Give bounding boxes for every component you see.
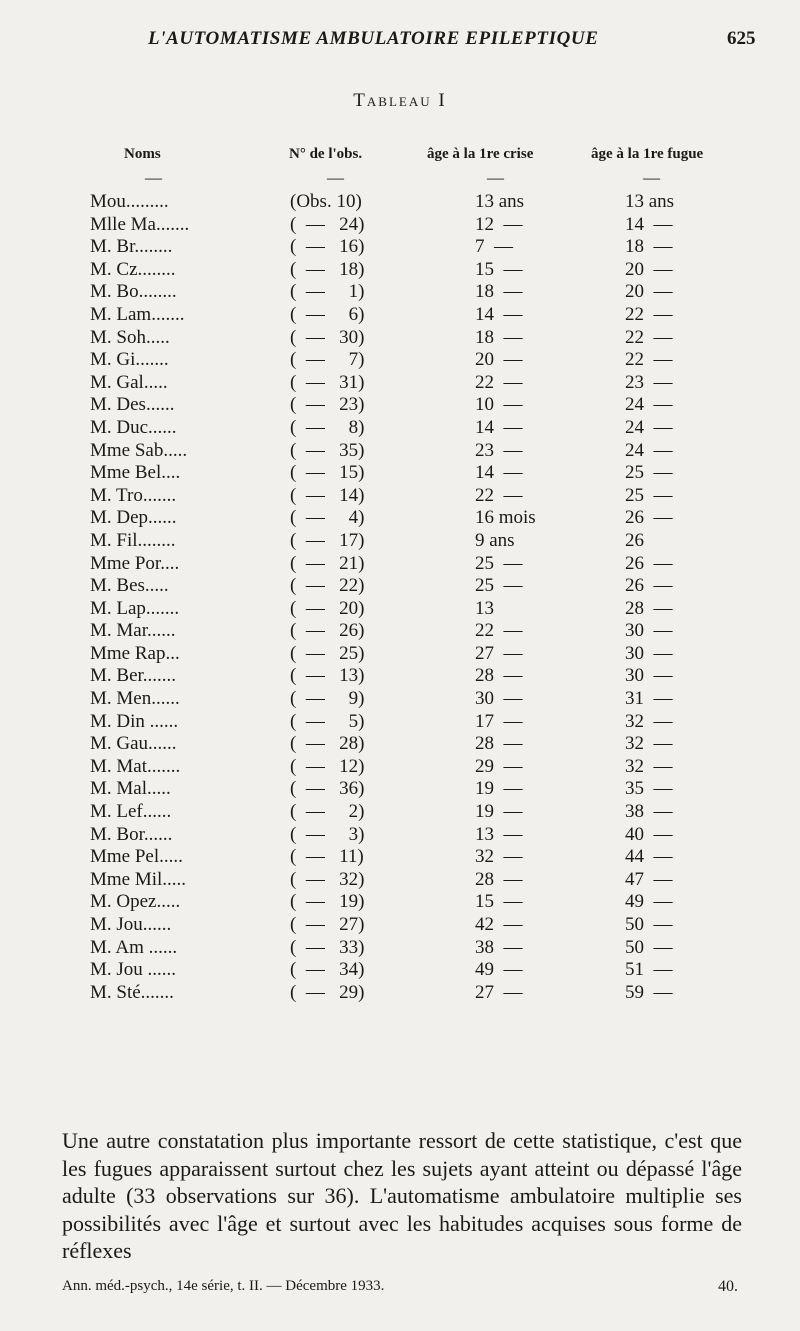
row-observation-number: ( — 2) [290, 801, 365, 823]
row-age-first-fugue: 30 — [625, 620, 673, 642]
table-row [0, 598, 800, 621]
row-observation-number: ( — 9) [290, 688, 365, 710]
row-age-first-fugue: 14 — [625, 213, 673, 235]
row-age-first-crisis: 18 — [475, 326, 523, 348]
row-name: M. Lam....... [90, 303, 185, 325]
row-age-first-crisis: 22 — [475, 620, 523, 642]
row-name: Mlle Ma....... [90, 213, 190, 235]
row-age-first-fugue: 26 — [625, 507, 673, 529]
row-age-first-fugue: 23 — [625, 371, 673, 393]
page-footer [0, 1278, 800, 1302]
row-age-first-crisis: 42 — [475, 914, 523, 935]
row-observation-number: ( — 6) [290, 303, 365, 325]
row-age-first-crisis: 10 — [475, 394, 523, 416]
running-title: L'AUTOMATISME AMBULATOIRE EPILEPTIQUE [148, 28, 599, 49]
row-age-first-crisis: 9 ans [475, 529, 515, 551]
row-age-first-crisis: 16 mois [475, 507, 536, 529]
table-column-headers [0, 146, 800, 170]
row-age-first-fugue: 32 — [625, 733, 673, 755]
header-rule: — [327, 168, 344, 187]
row-observation-number: ( — 34) [290, 959, 365, 981]
row-age-first-fugue: 26 [625, 529, 644, 551]
row-observation-number: ( — 3) [290, 823, 365, 845]
row-observation-number: ( — 29) [290, 981, 365, 1003]
row-name: Mme Bel.... [90, 462, 181, 484]
row-observation-number: ( — 18) [290, 258, 365, 280]
column-header-obs: N° de l'obs. [289, 146, 363, 162]
row-age-first-fugue: 25 — [625, 462, 673, 484]
row-observation-number: ( — 17) [290, 529, 365, 551]
column-header-age-first-fugue: âge à la 1re fugue [591, 146, 704, 162]
row-age-first-fugue: 22 — [625, 303, 673, 325]
row-observation-number: ( — 20) [290, 597, 365, 619]
row-name: M. Fil........ [90, 529, 176, 551]
row-age-first-crisis: 13 — [475, 823, 523, 845]
row-name: M. Mat....... [90, 755, 181, 777]
row-age-first-fugue: 32 — [625, 710, 673, 732]
column-header-name: Noms [124, 146, 161, 162]
row-name: M. Soh..... [90, 326, 170, 348]
table-row [0, 914, 800, 937]
row-name: M. Bor...... [90, 823, 173, 845]
row-age-first-crisis: 25 — [475, 575, 523, 597]
table-row [0, 846, 800, 869]
row-age-first-fugue: 59 — [625, 981, 673, 1003]
row-name: M. Dep...... [90, 507, 177, 529]
row-name: M. Jou...... [90, 914, 172, 935]
table-row [0, 959, 800, 982]
row-name: M. Men...... [90, 688, 180, 710]
row-age-first-crisis: 28 — [475, 868, 523, 890]
row-observation-number: ( — 24) [290, 213, 365, 235]
row-name: M. Duc...... [90, 416, 177, 438]
column-header-rules [0, 168, 800, 187]
row-age-first-crisis: 28 — [475, 665, 523, 687]
row-age-first-crisis: 14 — [475, 462, 523, 484]
table-row [0, 327, 800, 350]
header-rule: — [145, 168, 162, 187]
table-row [0, 869, 800, 892]
row-observation-number: ( — 16) [290, 236, 365, 258]
row-age-first-fugue: 26 — [625, 552, 673, 574]
row-age-first-fugue: 31 — [625, 688, 673, 710]
row-age-first-crisis: 32 — [475, 846, 523, 868]
row-observation-number: ( — 22) [290, 575, 365, 597]
table-row [0, 349, 800, 372]
table-row [0, 733, 800, 756]
row-age-first-crisis: 19 — [475, 778, 523, 800]
row-name: M. Opez..... [90, 891, 181, 913]
table-row [0, 236, 800, 259]
row-age-first-fugue: 32 — [625, 755, 673, 777]
table-row [0, 507, 800, 530]
row-age-first-crisis: 23 — [475, 439, 523, 461]
row-name: Mou......... [90, 191, 169, 212]
table-row [0, 214, 800, 237]
row-age-first-fugue: 24 — [625, 394, 673, 416]
table-row [0, 530, 800, 553]
row-age-first-fugue: 20 — [625, 281, 673, 303]
row-observation-number: ( — 31) [290, 371, 365, 393]
row-observation-number: ( — 14) [290, 484, 365, 506]
table-row [0, 824, 800, 847]
row-age-first-crisis: 13 [475, 597, 494, 619]
row-observation-number: ( — 27) [290, 914, 365, 935]
row-age-first-fugue: 51 — [625, 959, 673, 981]
running-header [0, 28, 800, 58]
table-row [0, 891, 800, 914]
body-paragraph: Une autre constatation plus importante ressort de cette statistique, c'est que les fugues apparaissent surtout chez les sujets ayant atteint ou dépassé l'âge adulte (33 observations sur 36). L'automatisme ambulatoire multiplie ses possibilités avec l'âge et surtout avec les habitudes acquises sous forme de réflexes [62, 1128, 742, 1263]
footer-citation: Ann. méd.-psych., 14e série, t. II. — Décembre 1933. [62, 1278, 385, 1294]
row-age-first-fugue: 26 — [625, 575, 673, 597]
row-observation-number: ( — 4) [290, 507, 365, 529]
row-age-first-fugue: 47 — [625, 868, 673, 890]
row-age-first-fugue: 30 — [625, 642, 673, 664]
row-age-first-fugue: 44 — [625, 846, 673, 868]
row-observation-number: ( — 13) [290, 665, 365, 687]
row-observation-number: ( — 33) [290, 936, 365, 958]
table-row [0, 191, 800, 214]
row-age-first-crisis: 22 — [475, 371, 523, 393]
row-name: M. Bes..... [90, 575, 169, 597]
row-observation-number: ( — 21) [290, 552, 365, 574]
table-row [0, 417, 800, 440]
row-age-first-fugue: 28 — [625, 597, 673, 619]
row-observation-number: ( — 8) [290, 416, 365, 438]
row-age-first-fugue: 38 — [625, 801, 673, 823]
table-row [0, 394, 800, 417]
table-row [0, 553, 800, 576]
row-observation-number: ( — 12) [290, 755, 365, 777]
row-age-first-crisis: 13 ans [475, 191, 525, 212]
table-row [0, 440, 800, 463]
row-age-first-crisis: 25 — [475, 552, 523, 574]
row-name: M. Mal..... [90, 778, 171, 800]
row-age-first-crisis: 7 — [475, 236, 513, 258]
row-name: M. Gi....... [90, 349, 169, 371]
row-name: M. Cz........ [90, 258, 176, 280]
row-observation-number: ( — 1) [290, 281, 365, 303]
row-age-first-crisis: 12 — [475, 213, 523, 235]
row-age-first-crisis: 30 — [475, 688, 523, 710]
table-row [0, 778, 800, 801]
row-name: M. Bo........ [90, 281, 177, 303]
header-rule: — [487, 168, 504, 187]
observation-table [0, 191, 800, 1004]
row-age-first-crisis: 18 — [475, 281, 523, 303]
row-age-first-crisis: 22 — [475, 484, 523, 506]
row-age-first-fugue: 24 — [625, 416, 673, 438]
row-age-first-crisis: 14 — [475, 303, 523, 325]
footer-number: 40. [718, 1278, 738, 1295]
row-observation-number: ( — 26) [290, 620, 365, 642]
table-row [0, 982, 800, 1005]
row-observation-number: ( — 30) [290, 326, 365, 348]
table-row [0, 620, 800, 643]
row-age-first-crisis: 20 — [475, 349, 523, 371]
row-age-first-fugue: 40 — [625, 823, 673, 845]
row-name: M. Br........ [90, 236, 173, 258]
table-row [0, 756, 800, 779]
row-name: M. Lef...... [90, 801, 172, 823]
row-observation-number: (Obs. 10) [290, 191, 362, 212]
row-name: Mme Por.... [90, 552, 180, 574]
row-observation-number: ( — 5) [290, 710, 365, 732]
row-age-first-fugue: 22 — [625, 326, 673, 348]
row-name: Mme Pel..... [90, 846, 183, 868]
row-age-first-fugue: 35 — [625, 778, 673, 800]
row-name: M. Din ...... [90, 710, 179, 732]
row-name: Mme Sab..... [90, 439, 188, 461]
row-age-first-fugue: 24 — [625, 439, 673, 461]
row-age-first-fugue: 20 — [625, 258, 673, 280]
row-name: M. Mar...... [90, 620, 176, 642]
table-row [0, 281, 800, 304]
row-name: M. Sté....... [90, 981, 174, 1003]
row-observation-number: ( — 32) [290, 868, 365, 890]
row-age-first-fugue: 50 — [625, 914, 673, 935]
row-observation-number: ( — 25) [290, 642, 365, 664]
table-row [0, 937, 800, 960]
row-name: M. Des...... [90, 394, 175, 416]
column-header-age-first-crisis: âge à la 1re crise [427, 146, 534, 162]
row-age-first-crisis: 14 — [475, 416, 523, 438]
row-age-first-fugue: 25 — [625, 484, 673, 506]
row-age-first-fugue: 13 ans [625, 191, 675, 212]
row-name: M. Am ...... [90, 936, 178, 958]
row-age-first-fugue: 30 — [625, 665, 673, 687]
row-observation-number: ( — 36) [290, 778, 365, 800]
row-observation-number: ( — 23) [290, 394, 365, 416]
row-age-first-crisis: 28 — [475, 733, 523, 755]
table-row [0, 485, 800, 508]
row-age-first-fugue: 49 — [625, 891, 673, 913]
table-row [0, 801, 800, 824]
table-row [0, 259, 800, 282]
row-name: Mme Rap... [90, 642, 180, 664]
header-rule: — [643, 168, 660, 187]
row-age-first-fugue: 18 — [625, 236, 673, 258]
row-observation-number: ( — 19) [290, 891, 365, 913]
row-age-first-crisis: 15 — [475, 258, 523, 280]
table-row [0, 304, 800, 327]
row-age-first-crisis: 27 — [475, 981, 523, 1003]
row-name: M. Gau...... [90, 733, 177, 755]
row-observation-number: ( — 35) [290, 439, 365, 461]
row-age-first-crisis: 19 — [475, 801, 523, 823]
row-name: M. Lap....... [90, 597, 180, 619]
table-row [0, 462, 800, 485]
row-age-first-crisis: 29 — [475, 755, 523, 777]
row-name: M. Tro....... [90, 484, 177, 506]
table-row [0, 575, 800, 598]
page-number: 625 [727, 28, 756, 49]
row-name: Mme Mil..... [90, 868, 187, 890]
row-name: M. Ber....... [90, 665, 177, 687]
row-age-first-crisis: 38 — [475, 936, 523, 958]
table-row [0, 711, 800, 734]
table-row [0, 643, 800, 666]
row-observation-number: ( — 15) [290, 462, 365, 484]
row-age-first-crisis: 27 — [475, 642, 523, 664]
row-name: M. Jou ...... [90, 959, 177, 981]
table-title: Tableau I [353, 90, 447, 111]
row-age-first-fugue: 50 — [625, 936, 673, 958]
table-row [0, 688, 800, 711]
table-row [0, 372, 800, 395]
row-observation-number: ( — 11) [290, 846, 364, 868]
row-age-first-crisis: 49 — [475, 959, 523, 981]
row-observation-number: ( — 7) [290, 349, 365, 371]
row-name: M. Gal..... [90, 371, 168, 393]
table-row [0, 665, 800, 688]
row-age-first-fugue: 22 — [625, 349, 673, 371]
row-age-first-crisis: 15 — [475, 891, 523, 913]
row-age-first-crisis: 17 — [475, 710, 523, 732]
row-observation-number: ( — 28) [290, 733, 365, 755]
